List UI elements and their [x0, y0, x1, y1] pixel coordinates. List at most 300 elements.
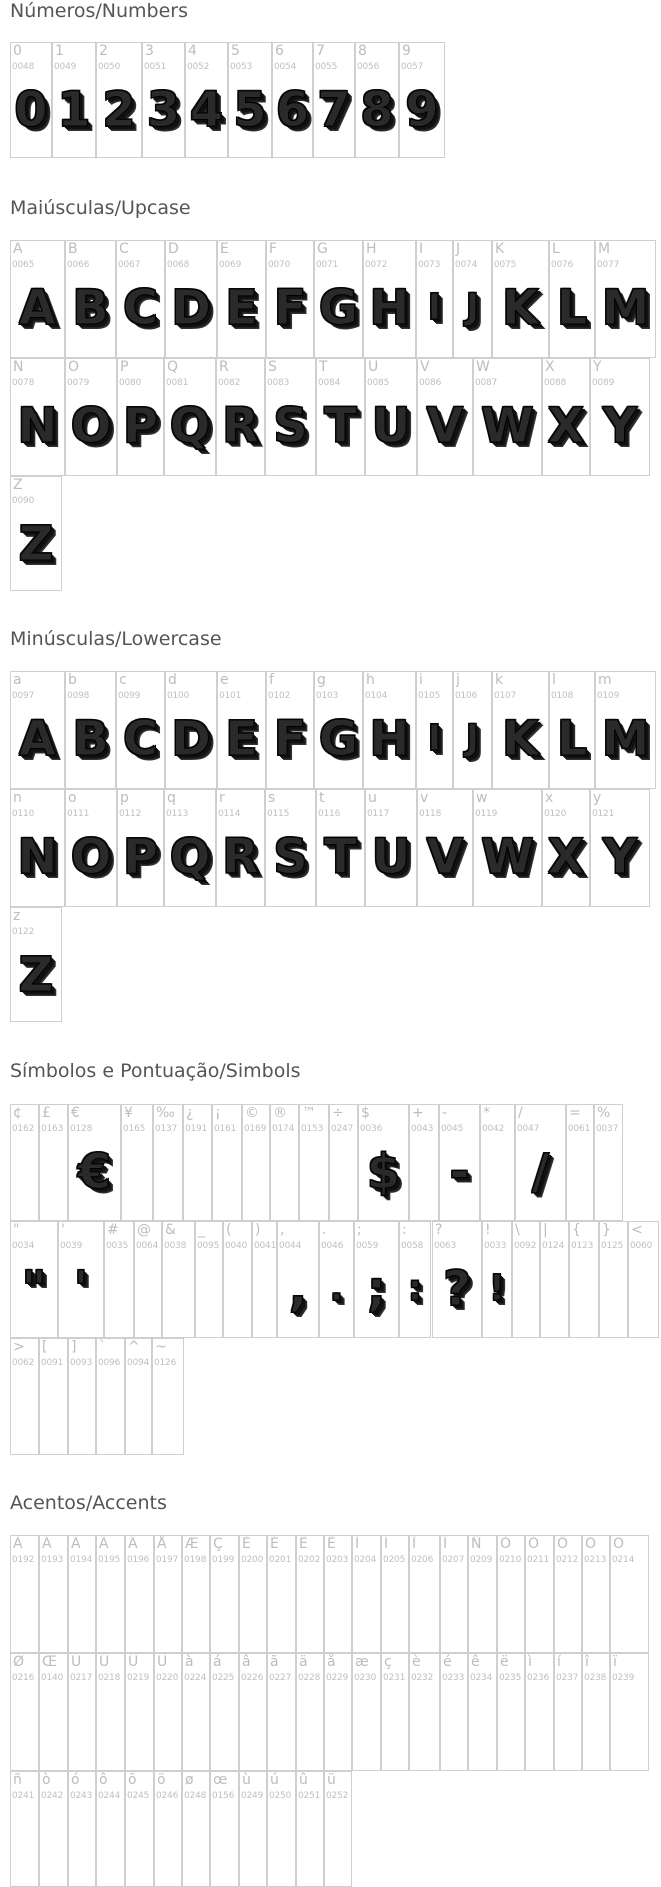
glyph-cell	[549, 671, 595, 789]
cell-charcode: 0236	[527, 1673, 550, 1683]
cell-character: ò	[42, 1772, 51, 1788]
cell-charcode: 0140	[41, 1673, 64, 1683]
cell-glyph-preview: X	[547, 398, 585, 454]
cell-character: Ê	[299, 1536, 308, 1552]
glyph-cell	[39, 1338, 68, 1455]
cell-charcode: 0095	[197, 1241, 220, 1251]
cell-glyph-preview: Y	[602, 829, 638, 885]
glyph-cell	[314, 240, 363, 358]
glyph-cell	[96, 1535, 125, 1653]
cell-charcode: 0036	[360, 1124, 383, 1134]
cell-charcode: 0111	[67, 809, 90, 819]
cell-charcode: 0207	[442, 1555, 465, 1565]
cell-character: Ó	[528, 1536, 540, 1552]
glyph-cell	[417, 358, 473, 476]
cell-charcode: 0102	[268, 691, 291, 701]
cell-charcode: 0242	[41, 1791, 64, 1801]
cell-charcode: 0070	[268, 260, 291, 270]
cell-glyph-preview: S	[273, 829, 308, 885]
glyph-cell	[267, 1653, 296, 1771]
cell-charcode: 0198	[184, 1555, 207, 1565]
cell-charcode: 0231	[383, 1673, 406, 1683]
glyph-cell	[313, 42, 355, 158]
cell-character: t	[319, 790, 325, 806]
cell-charcode: 0040	[225, 1241, 248, 1251]
cell-charcode: 0104	[365, 691, 388, 701]
glyph-cell	[582, 1653, 610, 1771]
glyph-cell	[432, 1221, 482, 1338]
glyph-cell	[453, 240, 492, 358]
glyph-cell	[440, 1653, 468, 1771]
cell-charcode: 0034	[12, 1241, 35, 1251]
cell-charcode: 0043	[411, 1124, 434, 1134]
cell-character: @	[137, 1222, 151, 1238]
cell-character: 8	[358, 43, 367, 59]
cell-charcode: 0039	[60, 1241, 83, 1251]
cell-glyph-preview: J	[465, 287, 480, 328]
cell-character: Œ	[42, 1654, 57, 1670]
cell-charcode: 0088	[544, 378, 567, 388]
cell-character: P	[120, 359, 129, 375]
glyph-cell	[267, 1535, 296, 1653]
cell-charcode: 0062	[12, 1358, 35, 1368]
cell-character: `	[99, 1339, 106, 1355]
cell-character: )	[255, 1222, 261, 1238]
glyph-cell	[549, 240, 595, 358]
glyph-cell	[96, 42, 142, 158]
cell-glyph-preview: 8	[360, 82, 394, 138]
cell-charcode: 0117	[367, 809, 390, 819]
section-title-symbols: Símbolos e Pontuação/Simbols	[10, 1060, 301, 1082]
cell-glyph-preview: N	[17, 398, 58, 454]
cell-glyph-preview: A	[18, 711, 57, 767]
cell-glyph-preview: D	[171, 711, 211, 767]
glyph-cell	[358, 1104, 409, 1221]
cell-charcode: 0094	[127, 1358, 150, 1368]
cell-charcode: 0089	[592, 378, 615, 388]
glyph-cell	[10, 358, 65, 476]
cell-character: /	[518, 1105, 523, 1121]
glyph-cell	[482, 1221, 512, 1338]
cell-character: ?	[435, 1222, 443, 1238]
cell-charcode: 0200	[241, 1555, 264, 1565]
cell-glyph-preview: H	[369, 711, 410, 767]
cell-character: ™	[302, 1105, 316, 1121]
glyph-cell	[39, 1535, 68, 1653]
cell-glyph-preview: E	[225, 711, 258, 767]
cell-character: h	[366, 672, 375, 688]
cell-glyph-preview: O	[70, 398, 112, 454]
cell-charcode: 0046	[321, 1241, 344, 1251]
glyph-cell	[96, 1653, 125, 1771]
cell-character: ¥	[124, 1105, 133, 1121]
cell-charcode: 0229	[326, 1673, 349, 1683]
glyph-cell	[153, 1104, 183, 1221]
glyph-cell	[10, 789, 65, 907]
cell-character: ¡	[215, 1105, 221, 1121]
cell-charcode: 0048	[12, 62, 35, 72]
glyph-cell	[217, 240, 266, 358]
cell-glyph-preview: W	[481, 829, 534, 885]
glyph-cell	[10, 907, 62, 1022]
cell-charcode: 0045	[441, 1124, 464, 1134]
cell-charcode: 0057	[401, 62, 424, 72]
glyph-cell	[296, 1535, 324, 1653]
cell-charcode: 0218	[98, 1673, 121, 1683]
glyph-cell	[355, 42, 399, 158]
cell-charcode: 0084	[318, 378, 341, 388]
section-title-lowercase: Minúsculas/Lowercase	[10, 628, 222, 650]
cell-character: U	[368, 359, 379, 375]
cell-character: r	[219, 790, 225, 806]
glyph-cell	[266, 240, 314, 358]
cell-charcode: 0211	[527, 1555, 550, 1565]
cell-glyph-preview: T	[324, 398, 357, 454]
cell-character: ë	[500, 1654, 509, 1670]
cell-character: ä	[299, 1654, 308, 1670]
cell-charcode: 0228	[298, 1673, 321, 1683]
cell-charcode: 0252	[326, 1791, 349, 1801]
cell-character: b	[68, 672, 77, 688]
cell-character: Ø	[13, 1654, 25, 1670]
glyph-cell	[480, 1104, 515, 1221]
glyph-cell	[363, 671, 416, 789]
cell-glyph-preview: "	[21, 1261, 47, 1317]
glyph-cell	[439, 1104, 480, 1221]
cell-character: G	[317, 241, 328, 257]
cell-character: à	[185, 1654, 194, 1670]
cell-character: œ	[213, 1772, 228, 1788]
cell-charcode: 0174	[272, 1124, 295, 1134]
cell-character: n	[13, 790, 22, 806]
cell-charcode: 0080	[119, 378, 142, 388]
glyph-cell	[409, 1653, 440, 1771]
cell-character: .	[322, 1222, 327, 1238]
cell-character: {	[572, 1222, 581, 1238]
cell-charcode: 0061	[568, 1124, 591, 1134]
cell-character: ñ	[13, 1772, 22, 1788]
glyph-cell	[492, 240, 549, 358]
glyph-cell	[319, 1221, 354, 1338]
cell-charcode: 0197	[156, 1555, 179, 1565]
cell-charcode: 0087	[475, 378, 498, 388]
glyph-cell	[162, 1221, 195, 1338]
glyph-cell	[363, 240, 416, 358]
cell-character: L	[552, 241, 560, 257]
glyph-cell	[195, 1221, 223, 1338]
cell-charcode: 0067	[118, 260, 141, 270]
cell-charcode: 0072	[365, 260, 388, 270]
cell-character: i	[419, 672, 423, 688]
cell-charcode: 0246	[156, 1791, 179, 1801]
glyph-cell	[416, 671, 453, 789]
cell-charcode: 0248	[184, 1791, 207, 1801]
cell-character: 4	[188, 43, 197, 59]
glyph-cell	[65, 240, 116, 358]
cell-charcode: 0053	[230, 62, 253, 72]
cell-charcode: 0225	[212, 1673, 235, 1683]
cell-charcode: 0078	[12, 378, 35, 388]
glyph-cell	[316, 358, 365, 476]
glyph-cell	[554, 1535, 582, 1653]
cell-character: â	[242, 1654, 251, 1670]
section-title-numbers: Números/Numbers	[10, 0, 188, 22]
cell-character: M	[598, 241, 611, 257]
cell-character: Î	[412, 1536, 417, 1552]
cell-charcode: 0165	[123, 1124, 146, 1134]
cell-glyph-preview: 5	[233, 82, 267, 138]
glyph-cell	[628, 1221, 659, 1338]
cell-character: ¢	[13, 1105, 22, 1121]
cell-charcode: 0059	[356, 1241, 379, 1251]
cell-character: q	[167, 790, 176, 806]
cell-charcode: 0156	[212, 1791, 235, 1801]
cell-glyph-preview: K	[501, 711, 540, 767]
cell-charcode: 0064	[136, 1241, 159, 1251]
cell-character: v	[420, 790, 429, 806]
glyph-cell	[515, 1104, 566, 1221]
cell-charcode: 0128	[70, 1124, 93, 1134]
cell-charcode: 0205	[383, 1555, 406, 1565]
cell-glyph-preview: U	[371, 398, 411, 454]
cell-character: Á	[42, 1536, 52, 1552]
cell-charcode: 0241	[12, 1791, 35, 1801]
glyph-cell	[165, 240, 217, 358]
cell-character: }	[602, 1222, 611, 1238]
cell-charcode: 0163	[41, 1124, 64, 1134]
cell-charcode: 0109	[597, 691, 620, 701]
cell-glyph-preview: Z	[18, 516, 54, 572]
cell-character: X	[545, 359, 555, 375]
cell-glyph-preview: 0	[14, 82, 48, 138]
cell-glyph-preview: I	[427, 718, 442, 759]
cell-charcode: 0203	[326, 1555, 349, 1565]
glyph-cell	[324, 1653, 352, 1771]
cell-character: Ò	[500, 1536, 512, 1552]
cell-character: H	[366, 241, 377, 257]
cell-character: Ï	[443, 1536, 448, 1552]
cell-character: #	[107, 1222, 119, 1238]
cell-charcode: 0226	[241, 1673, 264, 1683]
cell-character: _	[198, 1222, 205, 1238]
cell-charcode: 0058	[401, 1241, 424, 1251]
glyph-cell	[152, 1338, 184, 1455]
cell-charcode: 0202	[298, 1555, 321, 1565]
cell-charcode: 0216	[12, 1673, 35, 1683]
cell-charcode: 0098	[67, 691, 90, 701]
glyph-cell	[10, 1104, 39, 1221]
cell-glyph-preview: !	[488, 1268, 506, 1309]
glyph-cell	[216, 789, 265, 907]
section-title-accents: Acentos/Accents	[10, 1492, 167, 1514]
cell-character: ó	[71, 1772, 80, 1788]
cell-glyph-preview: B	[72, 711, 109, 767]
cell-charcode: 0075	[494, 260, 517, 270]
glyph-cell	[104, 1221, 134, 1338]
cell-character: !	[485, 1222, 491, 1238]
glyph-cell	[10, 1771, 39, 1887]
cell-character: Y	[593, 359, 602, 375]
glyph-cell	[217, 671, 266, 789]
cell-character: ©	[245, 1105, 259, 1121]
glyph-cell	[453, 671, 492, 789]
glyph-cell	[242, 1104, 270, 1221]
cell-glyph-preview: Q	[169, 829, 211, 885]
cell-charcode: 0085	[367, 378, 390, 388]
cell-character: É	[270, 1536, 279, 1552]
glyph-cell	[554, 1653, 582, 1771]
cell-charcode: 0116	[318, 809, 341, 819]
cell-character: Ì	[355, 1536, 360, 1552]
glyph-cell	[58, 1221, 104, 1338]
cell-character: I	[419, 241, 424, 257]
glyph-cell	[352, 1535, 381, 1653]
cell-glyph-preview: X	[547, 829, 585, 885]
cell-character: K	[495, 241, 505, 257]
glyph-cell	[610, 1653, 649, 1771]
glyph-cell	[265, 358, 316, 476]
cell-glyph-preview: 1	[57, 82, 91, 138]
cell-charcode: 0066	[67, 260, 90, 270]
glyph-cell	[277, 1221, 319, 1338]
cell-character: |	[543, 1222, 548, 1238]
glyph-cell	[417, 789, 473, 907]
cell-character: Ë	[327, 1536, 336, 1552]
cell-character: f	[269, 672, 274, 688]
cell-charcode: 0049	[54, 62, 77, 72]
glyph-cell	[117, 358, 164, 476]
cell-character: =	[569, 1105, 581, 1121]
glyph-cell	[542, 358, 590, 476]
glyph-cell	[272, 42, 313, 158]
cell-charcode: 0243	[70, 1791, 93, 1801]
cell-glyph-preview: G	[318, 711, 359, 767]
cell-charcode: 0194	[70, 1555, 93, 1565]
cell-character: û	[299, 1772, 308, 1788]
glyph-cell	[210, 1771, 239, 1887]
cell-character: Z	[13, 477, 23, 493]
cell-charcode: 0037	[596, 1124, 619, 1134]
cell-character: ‰	[156, 1105, 175, 1121]
cell-character: j	[456, 672, 460, 688]
cell-glyph-preview: ?	[443, 1261, 471, 1317]
cell-character: £	[42, 1105, 51, 1121]
cell-charcode: 0074	[455, 260, 478, 270]
cell-charcode: 0245	[127, 1791, 150, 1801]
glyph-cell	[497, 1653, 525, 1771]
cell-glyph-preview: J	[465, 718, 480, 759]
cell-charcode: 0092	[514, 1241, 537, 1251]
cell-charcode: 0082	[218, 378, 241, 388]
cell-character: 2	[99, 43, 108, 59]
glyph-cell	[182, 1653, 210, 1771]
cell-glyph-preview: :	[407, 1268, 423, 1309]
cell-character: ç	[384, 1654, 392, 1670]
cell-charcode: 0121	[592, 809, 615, 819]
glyph-cell	[239, 1771, 267, 1887]
cell-charcode: 0068	[167, 260, 190, 270]
cell-character: z	[13, 908, 21, 924]
cell-charcode: 0122	[12, 927, 35, 937]
glyph-cell	[223, 1221, 252, 1338]
cell-glyph-preview: B	[72, 280, 109, 336]
cell-character: Ö	[613, 1536, 625, 1552]
cell-character: u	[368, 790, 377, 806]
cell-character: ú	[270, 1772, 279, 1788]
cell-charcode: 0212	[556, 1555, 579, 1565]
cell-charcode: 0220	[156, 1673, 179, 1683]
cell-character: ÷	[332, 1105, 344, 1121]
cell-character: ~	[155, 1339, 167, 1355]
cell-character: a	[13, 672, 22, 688]
cell-character: +	[412, 1105, 424, 1121]
cell-charcode: 0106	[455, 691, 478, 701]
glyph-cell	[399, 42, 445, 158]
cell-character: Õ	[585, 1536, 597, 1552]
cell-character: Æ	[185, 1536, 199, 1552]
cell-glyph-preview: Z	[18, 947, 54, 1003]
cell-character: -	[442, 1105, 448, 1121]
glyph-cell	[473, 358, 542, 476]
glyph-cell	[266, 671, 314, 789]
glyph-cell	[164, 358, 216, 476]
cell-character: 5	[231, 43, 240, 59]
cell-character: W	[476, 359, 490, 375]
glyph-cell	[52, 42, 96, 158]
cell-charcode: 0073	[418, 260, 441, 270]
glyph-cell	[582, 1535, 610, 1653]
glyph-cell	[610, 1535, 649, 1653]
glyph-cell	[96, 1771, 125, 1887]
cell-charcode: 0162	[12, 1124, 35, 1134]
cell-charcode: 0110	[12, 809, 35, 819]
cell-charcode: 0120	[544, 809, 567, 819]
glyph-cell	[10, 240, 65, 358]
cell-charcode: 0161	[214, 1124, 237, 1134]
cell-character: È	[242, 1536, 251, 1552]
glyph-cell	[125, 1653, 154, 1771]
cell-character: '	[61, 1222, 65, 1238]
cell-glyph-preview: C	[122, 280, 159, 336]
cell-character: C	[119, 241, 129, 257]
cell-character: ^	[128, 1339, 140, 1355]
cell-character: å	[327, 1654, 336, 1670]
cell-charcode: 0192	[12, 1555, 35, 1565]
cell-charcode: 0193	[41, 1555, 64, 1565]
cell-character: é	[443, 1654, 452, 1670]
cell-charcode: 0125	[601, 1241, 624, 1251]
cell-character: R	[219, 359, 229, 375]
cell-character: O	[68, 359, 80, 375]
cell-charcode: 0210	[499, 1555, 522, 1565]
cell-glyph-preview: '	[73, 1261, 89, 1317]
cell-charcode: 0079	[67, 378, 90, 388]
cell-character: S	[268, 359, 277, 375]
glyph-cell	[210, 1535, 239, 1653]
cell-character: €	[71, 1105, 80, 1121]
cell-charcode: 0100	[167, 691, 190, 701]
glyph-cell	[228, 42, 272, 158]
cell-character: D	[168, 241, 179, 257]
glyph-cell	[270, 1104, 299, 1221]
glyph-cell	[216, 358, 265, 476]
cell-charcode: 0096	[98, 1358, 121, 1368]
cell-character: T	[319, 359, 328, 375]
cell-character: æ	[355, 1654, 369, 1670]
glyph-cell	[134, 1221, 162, 1338]
cell-character: Í	[384, 1536, 389, 1552]
glyph-cell	[354, 1221, 399, 1338]
